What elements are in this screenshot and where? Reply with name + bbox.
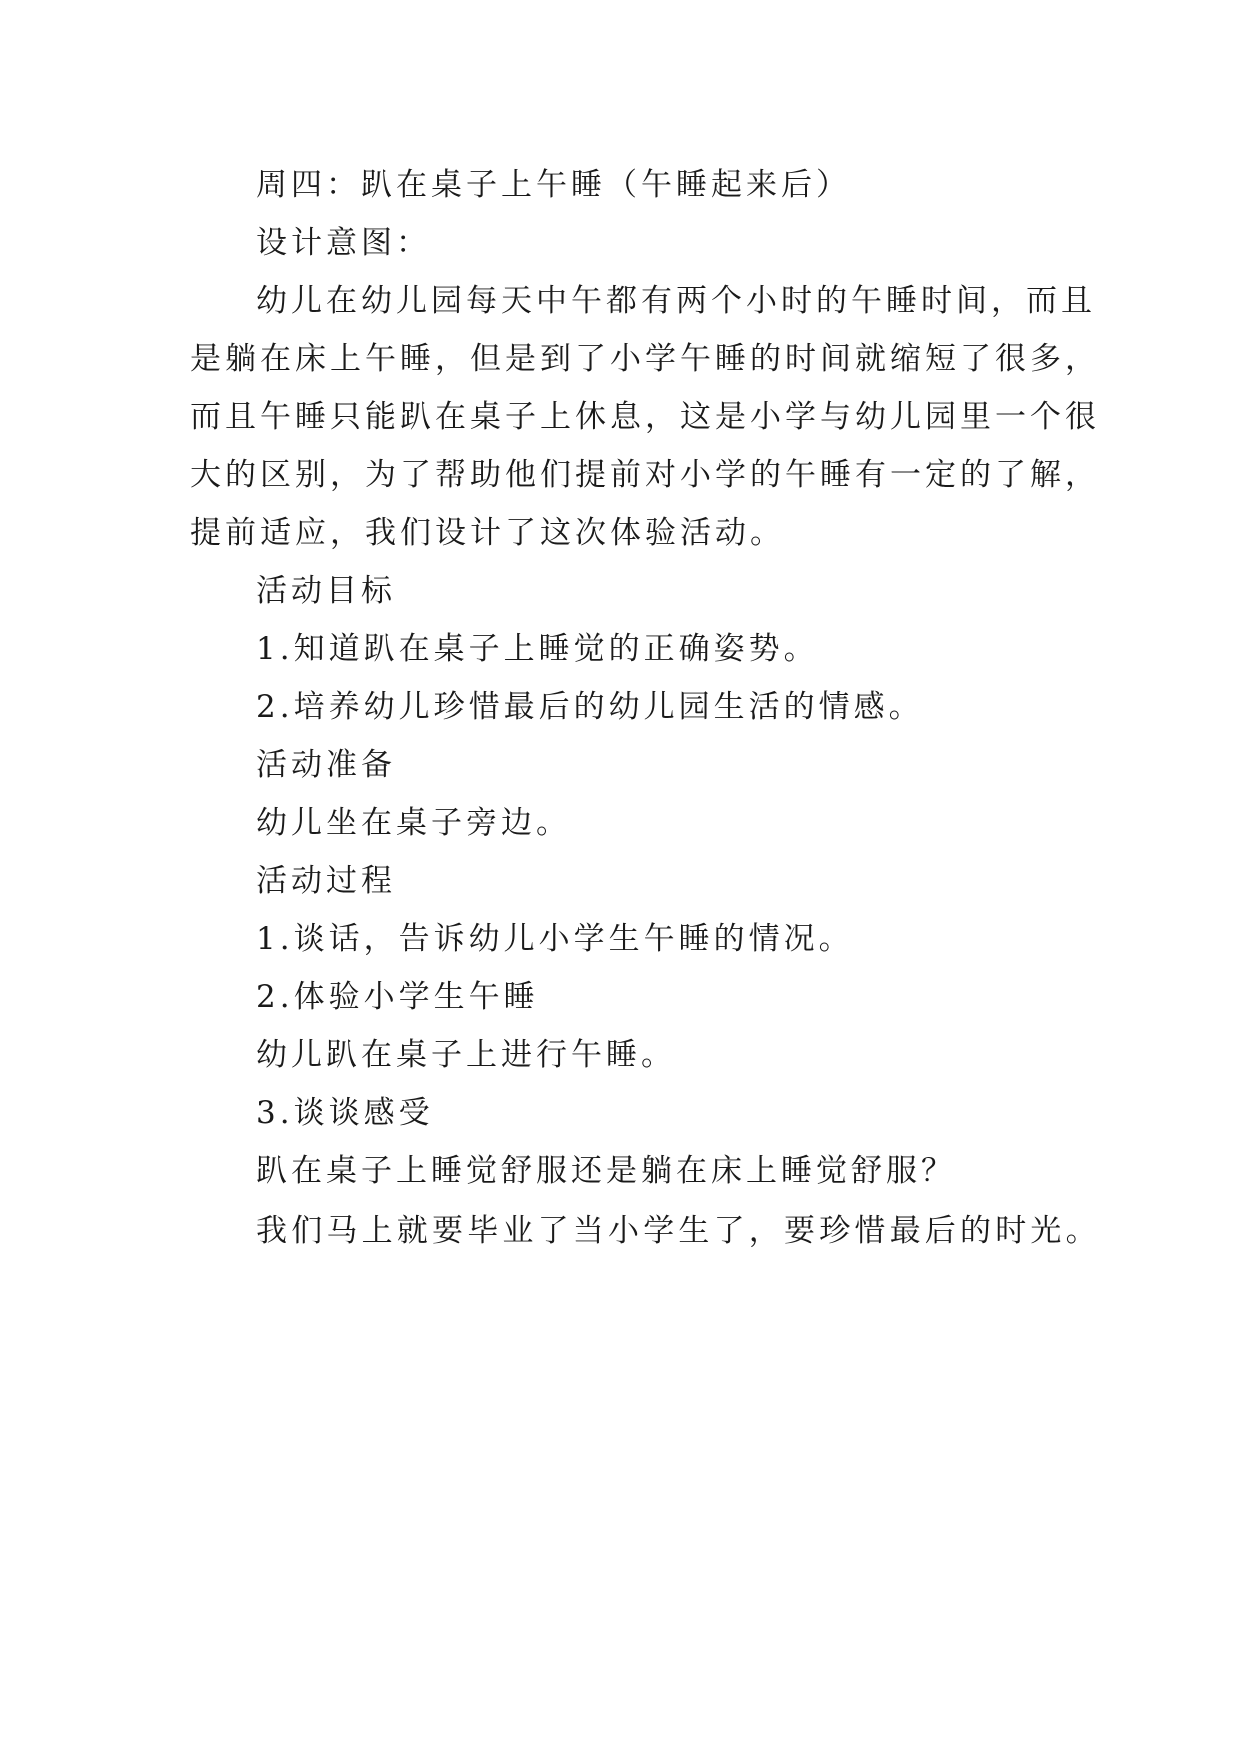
prep-heading: 活动准备 xyxy=(256,747,396,783)
process-item: 趴在桌子上睡觉舒服还是躺在床上睡觉舒服？ xyxy=(256,1153,956,1189)
goals-heading: 活动目标 xyxy=(256,573,396,609)
process-item: 1.谈话，告诉幼儿小学生午睡的情况。 xyxy=(256,921,854,957)
intent-paragraph-line: 而且午睡只能趴在桌子上休息，这是小学与幼儿园里一个很 xyxy=(190,399,1100,435)
intent-paragraph-line: 大的区别，为了帮助他们提前对小学的午睡有一定的了解， xyxy=(190,457,1100,493)
process-item: 我们马上就要毕业了当小学生了，要珍惜最后的时光。 xyxy=(256,1213,1101,1249)
intent-heading: 设计意图： xyxy=(256,225,431,261)
process-item: 3.谈谈感受 xyxy=(256,1095,434,1131)
document-title: 周四：趴在桌子上午睡（午睡起来后） xyxy=(256,167,851,203)
prep-text: 幼儿坐在桌子旁边。 xyxy=(256,805,571,841)
intent-paragraph-line: 幼儿在幼儿园每天中午都有两个小时的午睡时间，而且 xyxy=(256,283,1096,319)
process-item: 2.体验小学生午睡 xyxy=(256,979,539,1015)
goal-item: 1.知道趴在桌子上睡觉的正确姿势。 xyxy=(256,631,819,667)
goal-item: 2.培养幼儿珍惜最后的幼儿园生活的情感。 xyxy=(256,689,924,725)
intent-paragraph-line: 是躺在床上午睡，但是到了小学午睡的时间就缩短了很多， xyxy=(190,341,1100,377)
process-item: 幼儿趴在桌子上进行午睡。 xyxy=(256,1037,676,1073)
intent-paragraph-line: 提前适应，我们设计了这次体验活动。 xyxy=(190,515,785,551)
process-heading: 活动过程 xyxy=(256,863,396,899)
